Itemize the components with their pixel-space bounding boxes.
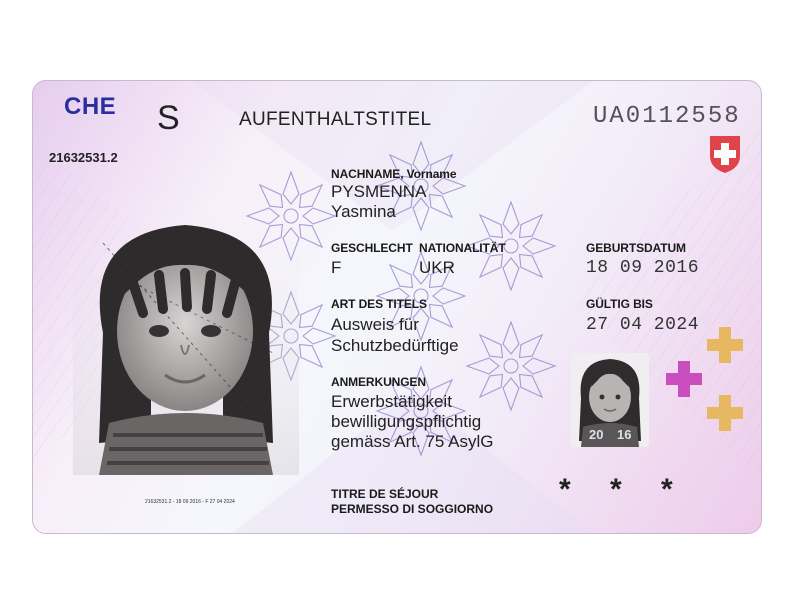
star-3: *	[661, 473, 673, 506]
ghost-year-left: 20	[589, 427, 604, 442]
remarks-line1: Erwerbstätigkeit	[331, 392, 452, 411]
remarks-line3: gemäss Art. 75 AsylG	[331, 432, 494, 451]
sex-label: GESCHLECHT	[331, 241, 413, 255]
country-code: CHE	[64, 93, 117, 120]
surname-value: PYSMENNA	[331, 182, 427, 201]
permit-type-label: ART DES TITELS	[331, 297, 427, 311]
residence-permit-card	[32, 80, 762, 534]
nationality-label: NATIONALITÄT	[419, 241, 506, 255]
star-2: *	[610, 473, 622, 506]
name-label: NACHNAME, Vorname	[331, 167, 457, 181]
remarks-label: ANMERKUNGEN	[331, 375, 426, 389]
birth-date-label: GEBURTSDATUM	[586, 241, 686, 255]
swiss-shield-icon	[708, 134, 742, 174]
remarks-line2: bewilligungspflichtig	[331, 412, 482, 431]
document-title: AUFENTHALTSTITEL	[239, 109, 432, 130]
footer-line2: PERMESSO DI SOGGIORNO	[331, 502, 494, 516]
given-name-value: Yasmina	[331, 202, 396, 221]
star-1: *	[559, 473, 571, 506]
microprint-line: 21632531.2 - 18 09 2016 - F 27 04 2024	[145, 499, 235, 505]
nationality-value: UKR	[419, 258, 455, 277]
permit-category: S	[157, 99, 180, 137]
ghost-photo	[571, 353, 649, 447]
ghost-year-right: 16	[617, 427, 632, 442]
valid-until-value: 27 04 2024	[586, 315, 700, 335]
swiss-cross-pattern-icon	[659, 321, 749, 441]
birth-date-value: 18 09 2016	[586, 258, 700, 278]
holder-photo	[73, 213, 299, 475]
document-number: UA0112558	[593, 103, 741, 130]
serial-number: 21632531.2	[49, 150, 118, 165]
footer-line1: TITRE DE SÉJOUR	[331, 487, 439, 501]
sex-value: F	[331, 258, 342, 277]
permit-type-line1: Ausweis für	[331, 315, 419, 334]
permit-type-line2: Schutzbedürftige	[331, 336, 459, 355]
valid-until-label: GÜLTIG BIS	[586, 297, 653, 311]
